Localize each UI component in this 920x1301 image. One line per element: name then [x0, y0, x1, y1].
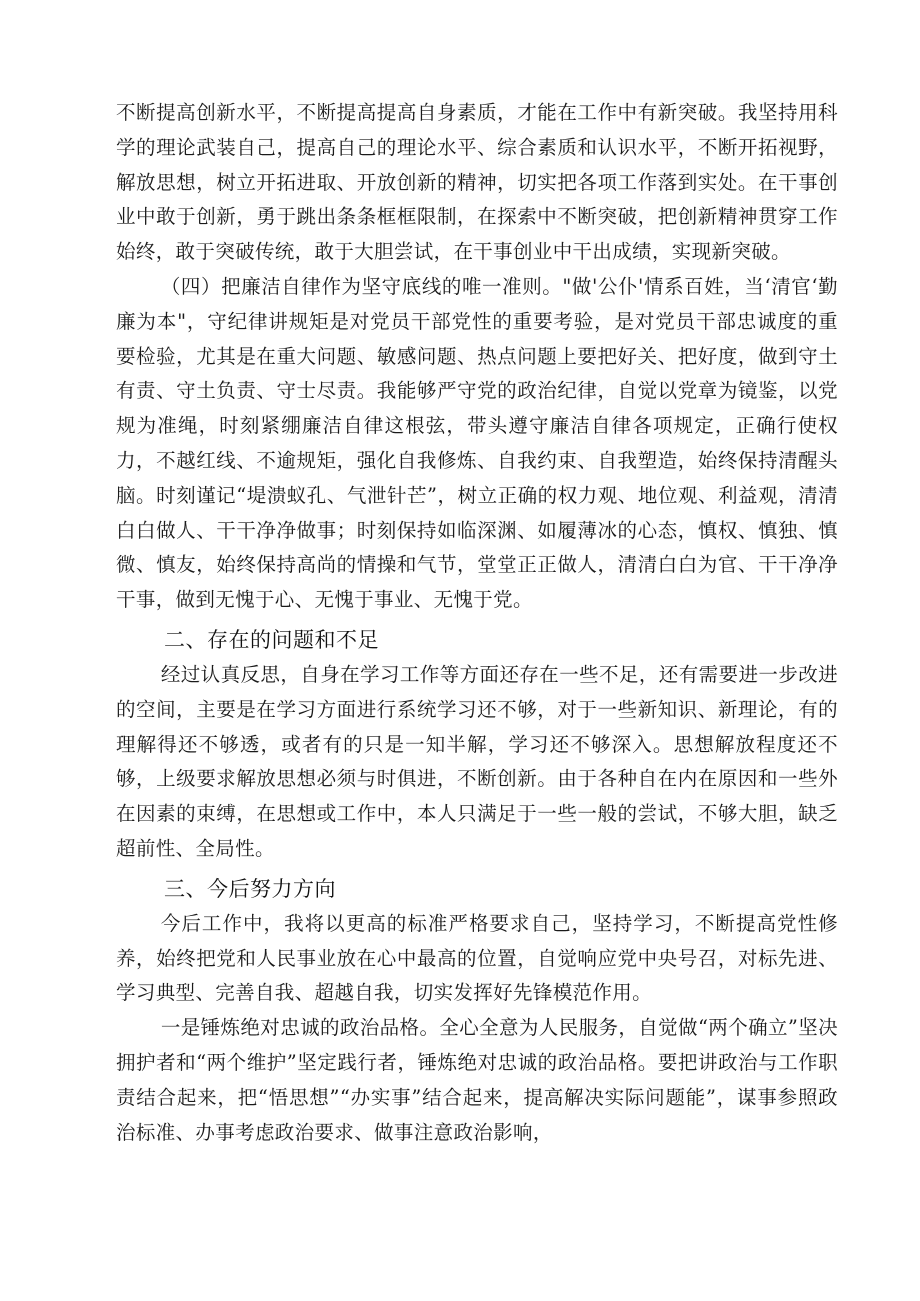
paragraph-integrity: （四）把廉洁自律作为坚守底线的唯一准则。"做'公仆'情系百姓，当‘清官‘勤廉为本"，守纪律讲规矩是对党员干部党性的重要考验，是对党员干部忠诚度的重要检验，尤其是在重大问题、敏感问题、热点问题上要把好关、把好度，做到守土有责、守土负责、守士尽责。我能够严守党的政治纪律，自觉以党章为镜鉴，以党规为准绳，时刻紧绷廉洁自律这根弦，带头遵守廉洁自律各项规定，正确行使权力，不越红线、不逾规矩，强化自我修炼、自我约束、自我塑造，始终保持清醒头脑。时刻谨记“堤溃蚁孔、气泄针芒”，树立正确的权力观、地位观、利益观，清清白白做人、干干净净做事；时刻保持如临深渊、如履薄冰的心态，慎权、慎独、慎微、慎友，始终保持高尚的情操和气节，堂堂正正做人，清清白白为官、干干净净干事，做到无愧于心、无愧于事业、无愧于党。	[116, 274, 838, 612]
paragraph-direction: 今后工作中，我将以更高的标准严格要求自己，坚持学习，不断提高党性修养，始终把党和人民事业放在心中最高的位置，自觉响应党中央号召，对标先进、学习典型、完善自我、超越自我，切实发挥好先锋模范作用。	[116, 911, 838, 1005]
paragraph-loyalty: 一是锤炼绝对忠诚的政治品格。全心全意为人民服务，自觉做“两个确立”坚决拥护者和“两个维护”坚定践行者，锤炼绝对忠诚的政治品格。要把讲政治与工作职责结合起来，把“悟思想”“办实事”结合起来，提高解决实际问题能”，谋事参照政治标准、办事考虑政治要求、做事注意政治影响，	[116, 1016, 838, 1144]
section-heading-direction: 三、今后努力方向	[164, 876, 336, 901]
paragraph-innovation: 不断提高创新水平，不断提高提高自身素质，才能在工作中有新突破。我坚持用科学的理论武装自己，提高自己的理论水平、综合素质和认识水平，不断开拓视野，解放思想，树立开拓进取、开放创新的精神，切实把各项工作落到实处。在干事创业中敢于创新，勇于跳出条条框框限制，在探索中不断突破，把创新精神贯穿工作始终，敢于突破传统，敢于大胆尝试，在干事创业中干出成绩，实现新突破。	[116, 101, 838, 264]
section-heading-problems: 二、存在的问题和不足	[164, 627, 379, 652]
paragraph-problems: 经过认真反思，自身在学习工作等方面还存在一些不足，还有需要进一步改进的空间，主要是在学习方面进行系统学习还不够，对于一些新知识、新理论，有的理解得还不够透，或者有的只是一知半解，学习还不够深入。思想解放程度还不够，上级要求解放思想必须与时俱进，不断创新。由于各种自在内在原因和一些外在因素的束缚，在思想或工作中，本人只满足于一些一般的尝试，不够大胆，缺乏超前性、全局性。	[116, 662, 838, 860]
document-body	[116, 96, 838, 1150]
